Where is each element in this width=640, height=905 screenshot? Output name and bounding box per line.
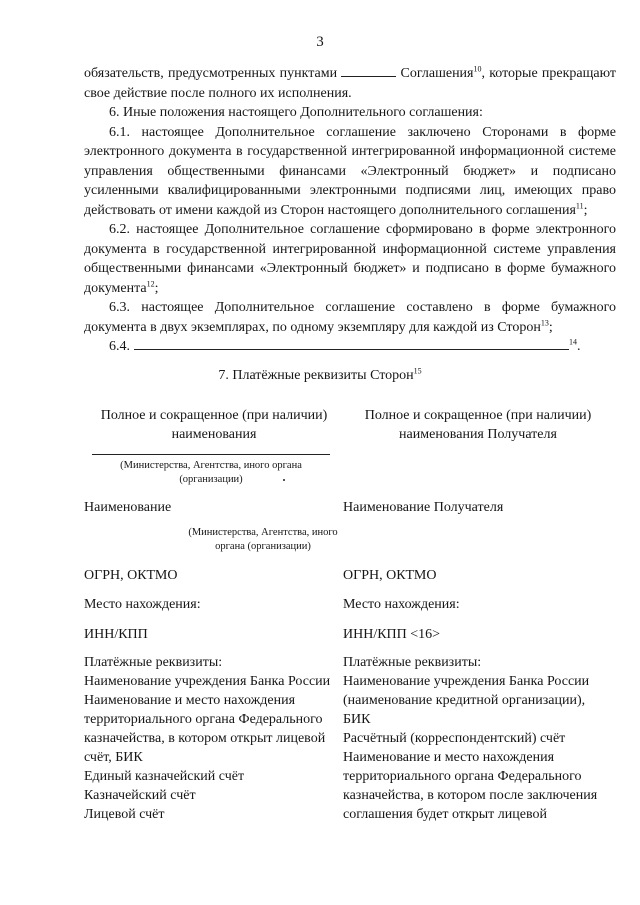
left-pay-single-account: Единый казначейский счёт <box>84 769 245 784</box>
clause-6-2: 6.2. настоящее Дополнительное соглашение сформировано в форме электронного документа в государственной интегрированной информационной системе управления общественными финансами «Электронный бюджет» и подписано в форме бумажного документа$^{12}$; <box>84 222 616 296</box>
left-location: Место нахождения: <box>84 597 201 612</box>
right-pay-account: Расчётный (корреспондентский) счёт <box>343 731 566 746</box>
clause-6-1: 6.1. настоящее Дополнительное соглашение заключено Сторонами в форме электронного документа в государственной интегрированной информационной системе управления общественными финансами «Электронный бюджет» и подписано усиленными квалифицированными электронными подписями лиц, имеющих право действовать от имени каждой из Сторон настоящего дополнительного соглашения$^{11}$; <box>84 124 616 218</box>
page-number: 3 <box>316 34 324 50</box>
footnote-11: 11 <box>575 200 584 210</box>
left-pay-bank: Наименование учреждения Банка России <box>84 674 331 689</box>
clause-6-4-label: 6.4. <box>109 339 130 354</box>
footnote-10: 10 <box>473 64 482 74</box>
right-pay-title: Платёжные реквизиты: <box>343 655 482 670</box>
left-ogrn: ОГРН, ОКТМО <box>84 568 178 583</box>
left-pay-treasury: Наименование и место нахождения территориального органа Федерального казначейства, в котором открыт лицевой счёт, БИК <box>84 693 326 765</box>
left-name-label: Наименование <box>84 500 172 515</box>
left-pay-treasury-account: Казначейский счёт <box>84 788 196 803</box>
right-name-label: Наименование Получателя <box>343 500 504 515</box>
right-payment-details <box>343 653 613 824</box>
left-inn: ИНН/КПП <box>84 627 148 642</box>
footnote-15: 15 <box>413 366 422 376</box>
clause-6-4: 6.4. $^{14}$. <box>109 337 581 354</box>
right-pay-bank: Наименование учреждения Банка России (наименование кредитной организации), БИК <box>343 674 590 727</box>
section-7-title <box>0 368 640 384</box>
left-caption-ministry-2: (Министерства, Агентства, иного органа (организации) <box>188 527 338 552</box>
right-ogrn: ОГРН, ОКТМО <box>343 568 437 583</box>
footnote-14: 14 <box>569 337 577 347</box>
speck <box>283 479 285 481</box>
obligations-tail: , которые прекращают свое действие после полного их исполнения. <box>84 66 617 101</box>
section-6-title: 6. Иные положения настоящего Дополнительного соглашения: <box>109 105 483 120</box>
left-pay-personal-account: Лицевой счёт <box>84 807 165 822</box>
clause-6-3: 6.3. настоящее Дополнительное соглашение составлено в форме бумажного документа в двух экземплярах, по одному экземпляру для каждой из Сторон$^{13}$; <box>84 300 616 335</box>
blank-line <box>134 337 569 350</box>
obligations-text: обязательств, предусмотренных пунктами <box>84 66 338 81</box>
section-7-title-text: 7. Платёжные реквизиты Сторон <box>218 368 414 383</box>
right-pay-treasury: Наименование и место нахождения территориального органа Федерального казначейства, в котором после заключения соглашения будет открыт лицевой <box>343 750 598 822</box>
left-header: Полное и сокращенное (при наличии) наименования <box>100 408 328 442</box>
footnote-13: 13 <box>540 317 549 327</box>
right-inn: ИНН/КПП <16> <box>343 627 441 642</box>
left-payment-details <box>84 653 336 824</box>
section-6-text <box>84 64 616 357</box>
clause-6-3-text: 6.3. настоящее Дополнительное соглашение составлено в форме бумажного документа в двух экземплярах, по одному экземпляру для каждой из Сторон <box>84 300 616 335</box>
divider-line <box>92 454 330 455</box>
agreement-word: Соглашения <box>400 66 474 81</box>
left-pay-title: Платёжные реквизиты: <box>84 655 223 670</box>
blank-line <box>341 64 396 77</box>
clause-6-2-text: 6.2. настоящее Дополнительное соглашение сформировано в форме электронного документа в государственной интегрированной информационной системе управления общественными финансами «Электронный бюджет» и подписано в форме бумажного документа <box>84 222 616 296</box>
clause-6-1-text: 6.1. настоящее Дополнительное соглашение заключено Сторонами в форме электронного документа в государственной интегрированной информационной системе управления общественными финансами «Электронный бюджет» и подписано усиленными квалифицированными электронными подписями лиц, имеющих право действовать от имени каждой из Сторон настоящего дополнительного соглашения <box>84 124 616 218</box>
right-header: Полное и сокращенное (при наличии) наименования Получателя <box>364 408 592 442</box>
left-caption-ministry: (Министерства, Агентства, иного органа (организации) <box>120 460 302 485</box>
paragraph-obligations <box>84 64 616 103</box>
right-location: Место нахождения: <box>343 597 460 612</box>
footnote-12: 12 <box>146 278 155 288</box>
